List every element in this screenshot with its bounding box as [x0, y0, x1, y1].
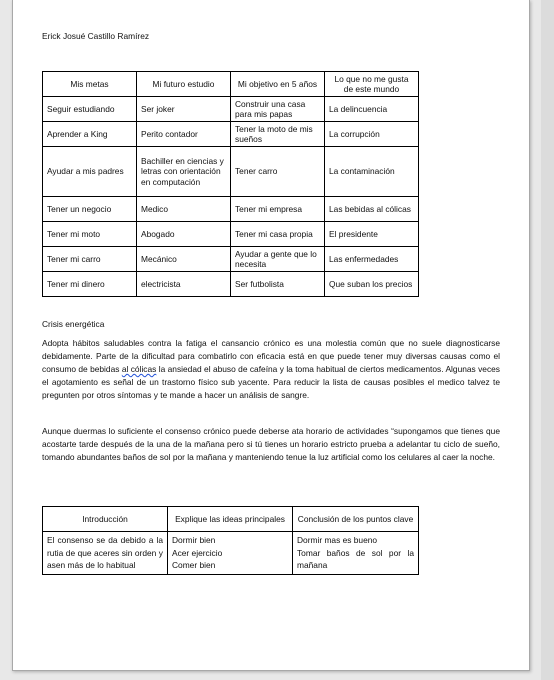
table-cell: Bachiller en ciencias y letras con orientación en computación: [137, 147, 231, 197]
table-row: [43, 532, 419, 575]
summary-header-cell: Introducción: [43, 507, 168, 532]
goals-header-cell: Mis metas: [43, 72, 137, 97]
table-cell: Tener mi casa propia: [231, 222, 325, 247]
document-page: [12, 0, 530, 671]
spellcheck-flagged-word: al cólicas: [121, 363, 157, 374]
table-cell: Tener mi carro: [43, 247, 137, 272]
table-cell: electricista: [137, 272, 231, 297]
summary-table: [42, 506, 419, 575]
idea-item: Dormir bien: [172, 535, 216, 545]
paragraph-1-text-b: la ansiedad el abuso de cafeína y la toma habitual de ciertos medicamentos. Algunas veces el agotamiento es señal de un trastorno físico sub yacente. Para reducir la lista de causas posibles el medico talvez te pregunten por otros síntomas y te mande a hacer un análisis de sangre.: [42, 363, 500, 400]
summary-header-cell: Conclusión de los puntos clave: [293, 507, 419, 532]
author-name: Erick Josué Castillo Ramírez: [42, 31, 150, 41]
conclusion-item: Dormir mas es bueno: [297, 535, 378, 545]
table-cell: Aprender a King: [43, 122, 137, 147]
paragraph-2: Aunque duermas lo suficiente el consenso crónico puede deberse ata horario de actividades “supongamos que tienes que acostarte tarde después de la una de la mañana pero si tú tienes un horario estricto prueba a adelantar tu ciclo de sueño, tomando abundantes baños de sol por la mañana y manteniendo tenue la luz artificial como los celulares al caer la noche.: [42, 426, 500, 462]
conclusion-item: Tomar baños de sol por la mañana: [297, 547, 414, 570]
section-title: Crisis energética: [42, 319, 105, 329]
table-cell: Que suban los precios: [325, 272, 419, 297]
summary-table-header: [43, 507, 419, 532]
table-cell: Medico: [137, 197, 231, 222]
table-cell: Ser futbolista: [231, 272, 325, 297]
table-cell: Mecánico: [137, 247, 231, 272]
table-row: [43, 222, 419, 247]
idea-item: Acer ejercicio: [172, 547, 223, 558]
table-row: [43, 272, 419, 297]
table-row: [43, 247, 419, 272]
paragraph-1-text-a: Adopta hábitos saludables contra la fatiga el cansancio crónico es una molestia común que no suele diagnosticarse debidamente. Parte de la dificultad para combatirlo con eficacia está en que puede tener muy diversas causas como el consumo de bebidas: [42, 338, 500, 374]
goals-header-cell: Lo que no me gusta de este mundo: [325, 72, 419, 97]
table-cell: Abogado: [137, 222, 231, 247]
table-cell: Perito contador: [137, 122, 231, 147]
table-cell: Tener un negocio: [43, 197, 137, 222]
goals-table-header: [43, 72, 419, 97]
table-cell: Construir una casa para mis papas: [231, 97, 325, 122]
idea-item: Comer bien: [172, 560, 216, 570]
table-cell: La delincuencia: [325, 97, 419, 122]
table-cell: Ayudar a mis padres: [43, 147, 137, 197]
summary-intro-cell: El consenso se da debido a la rutia de que aceres sin orden y asen más de lo habitual: [43, 532, 168, 575]
table-cell: Ayudar a gente que lo necesita: [231, 247, 325, 272]
summary-ideas-cell: [168, 532, 293, 575]
summary-header-cell: Explique las ideas principales: [168, 507, 293, 532]
table-row: [43, 122, 419, 147]
table-cell: Ser joker: [137, 97, 231, 122]
table-cell: La contaminación: [325, 147, 419, 197]
summary-conclusion-cell: [293, 532, 419, 575]
paragraph-1: [42, 337, 500, 402]
table-cell: Tener mi dinero: [43, 272, 137, 297]
table-cell: Las enfermedades: [325, 247, 419, 272]
goals-table: [42, 71, 419, 297]
table-row: [43, 147, 419, 197]
goals-header-cell: Mi futuro estudio: [137, 72, 231, 97]
table-row: [43, 197, 419, 222]
table-cell: Tener mi moto: [43, 222, 137, 247]
table-row: [43, 97, 419, 122]
table-cell: Tener la moto de mis sueños: [231, 122, 325, 147]
table-cell: El presidente: [325, 222, 419, 247]
table-cell: Seguir estudiando: [43, 97, 137, 122]
goals-header-cell: Mi objetivo en 5 años: [231, 72, 325, 97]
table-cell: Tener mi empresa: [231, 197, 325, 222]
table-cell: La corrupción: [325, 122, 419, 147]
table-cell: Las bebidas al cólicas: [325, 197, 419, 222]
table-cell: Tener carro: [231, 147, 325, 197]
vertical-scrollbar[interactable]: [541, 0, 554, 680]
